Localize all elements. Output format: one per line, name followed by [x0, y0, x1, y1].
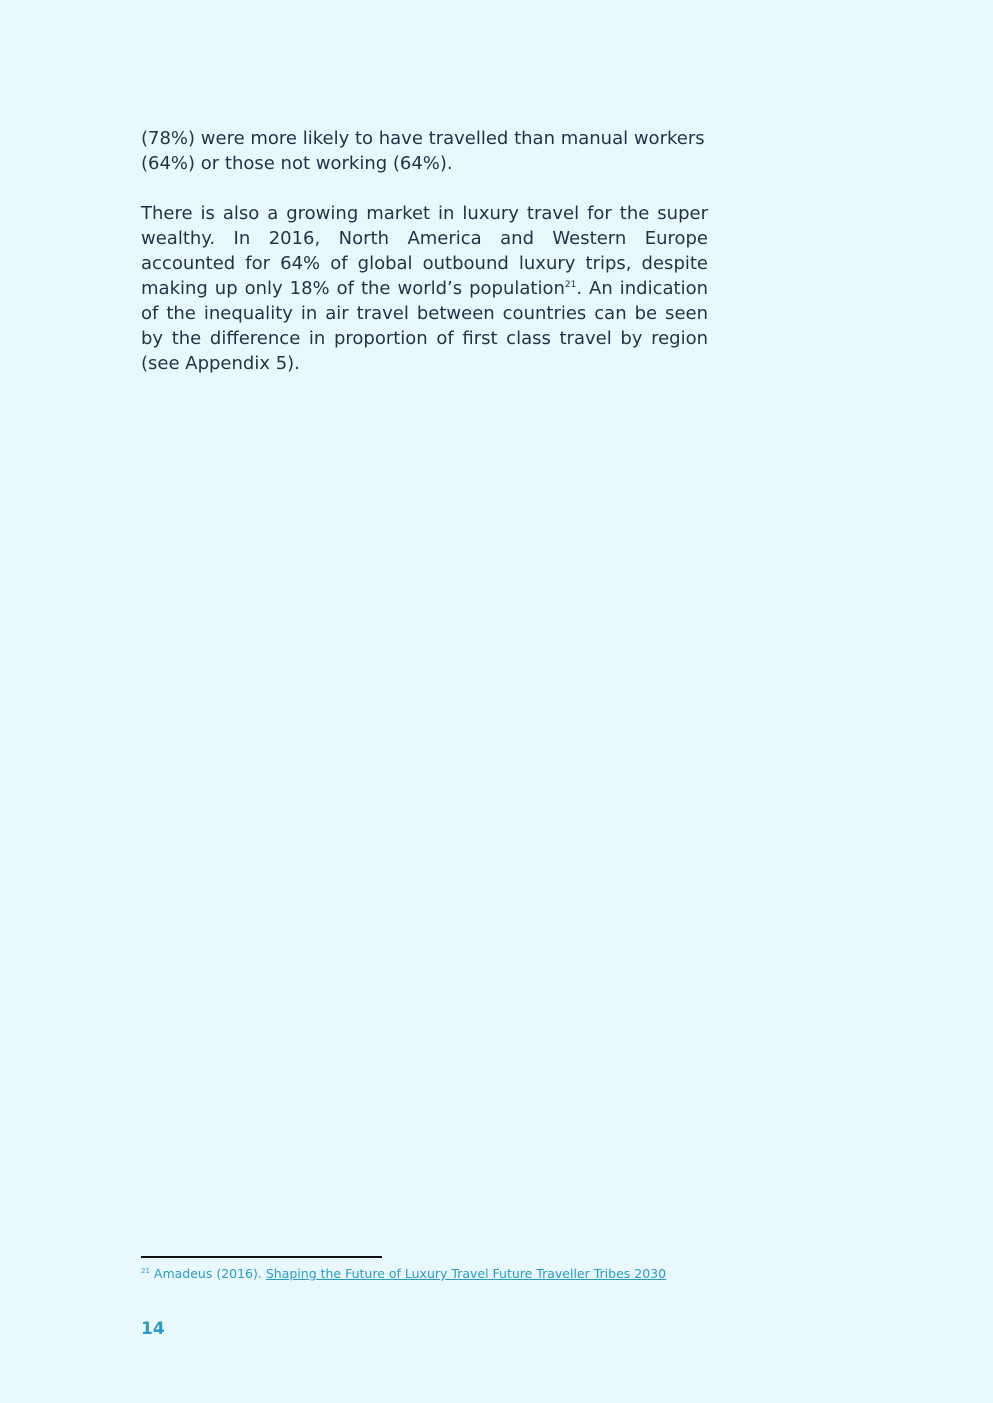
paragraph-2-text-end: . An indication of the inequality in air travel between countries can be seen by the difference in proportion of first class travel by region (see Appendix 5). [141, 278, 708, 374]
footnote-source: Amadeus (2016). [153, 1266, 266, 1281]
page-number: 14 [141, 1319, 165, 1339]
footnote-divider [141, 1256, 382, 1258]
body-paragraph-1: (78%) were more likely to have travelled than manual workers (64%) or those not working (64%). [141, 128, 705, 174]
footnote-number: 21 [141, 1266, 150, 1275]
footnote-21 [141, 1265, 666, 1283]
body-paragraph-2 [141, 201, 708, 376]
footnote-reference[interactable]: 21 [564, 280, 577, 290]
footnote-link[interactable]: Shaping the Future of Luxury Travel Future Traveller Tribes 2030 [265, 1266, 667, 1281]
paragraph-2-text-start: There is also a growing market in luxury travel for the super wealthy. In 2016, North America and Western Europe accounted for 64% of global outbound luxury trips, despite making up only 18% of the world’s population [141, 203, 708, 299]
